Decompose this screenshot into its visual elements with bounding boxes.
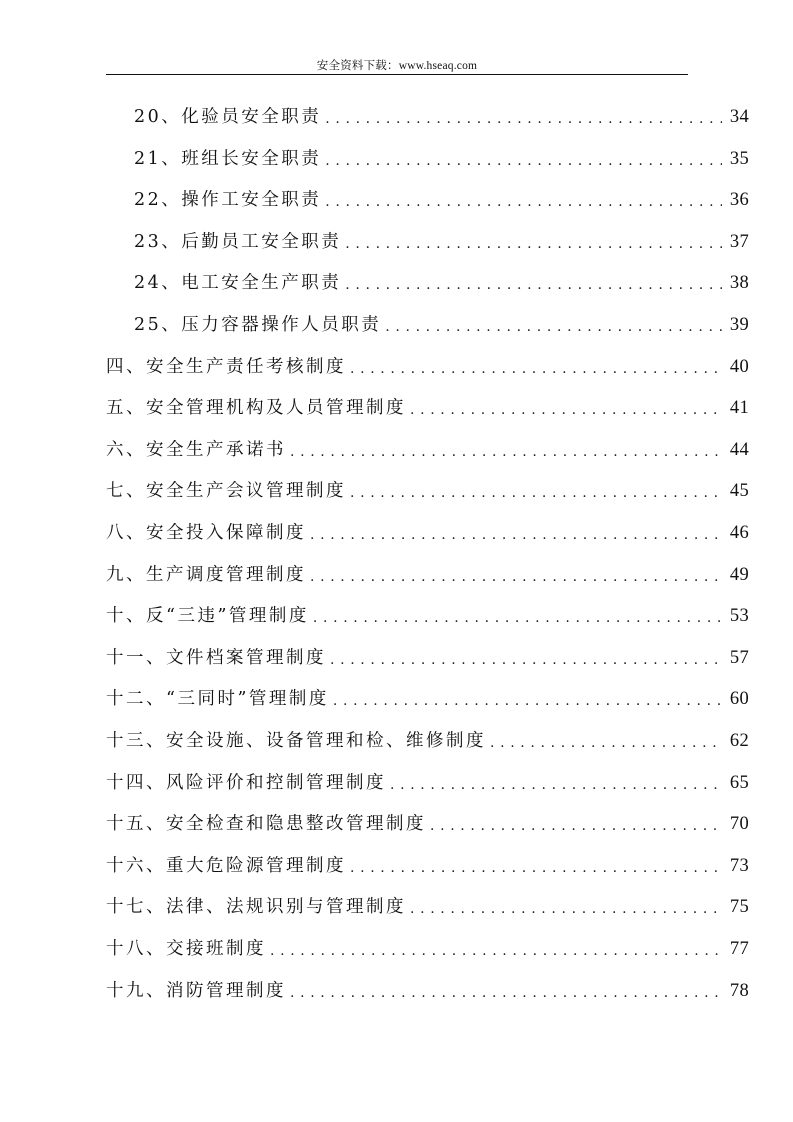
toc-entry[interactable] (106, 479, 749, 503)
toc-dot-leader (350, 483, 722, 503)
toc-entry[interactable] (106, 812, 749, 836)
toc-entry-title: 十五、安全检查和隐患整改管理制度 (106, 814, 426, 835)
toc-entry[interactable] (106, 687, 749, 711)
toc-dot-leader (430, 816, 722, 836)
toc-entry-page-number: 46 (729, 523, 749, 543)
toc-entry-title: 十六、重大危险源管理制度 (106, 855, 346, 876)
toc-entry-title: 五、安全管理机构及人员管理制度 (106, 398, 406, 419)
page-header: 安全资料下载：www.hseaq.com (316, 60, 478, 72)
toc-dot-leader (290, 983, 722, 1003)
toc-entry-page-number: 65 (729, 772, 749, 793)
toc-entry[interactable] (134, 271, 749, 295)
toc-entry-title: 十八、交接班制度 (106, 939, 266, 959)
toc-entry-page-number: 78 (729, 980, 749, 1001)
toc-entry-title: 八、安全投入保障制度 (106, 523, 306, 543)
toc-dot-leader (345, 275, 722, 295)
toc-entry-page-number: 49 (729, 564, 749, 585)
toc-entry-title: 十、反“三违”管理制度 (106, 606, 309, 627)
toc-dot-leader (325, 192, 722, 212)
toc-entry-page-number: 39 (729, 315, 749, 335)
toc-entry[interactable] (106, 854, 749, 878)
toc-entry-page-number: 41 (729, 398, 749, 419)
toc-dot-leader (270, 941, 722, 961)
toc-entry[interactable] (106, 396, 749, 420)
toc-entry[interactable] (106, 355, 749, 379)
toc-entry[interactable] (106, 521, 749, 545)
toc-entry[interactable] (106, 979, 749, 1003)
toc-entry[interactable] (134, 147, 749, 171)
toc-entry-page-number: 57 (729, 647, 749, 668)
toc-dot-leader (345, 234, 722, 254)
toc-entry-page-number: 44 (729, 439, 749, 460)
toc-dot-leader (310, 567, 722, 587)
toc-entry[interactable] (134, 188, 749, 212)
toc-entry-title: 七、安全生产会议管理制度 (106, 481, 346, 502)
toc-entry-title: 20、化验员安全职责 (134, 107, 322, 127)
toc-entry-page-number: 37 (729, 231, 749, 252)
toc-entry-title: 21、班组长安全职责 (134, 148, 322, 169)
toc-entry-title: 十二、“三同时”管理制度 (106, 689, 329, 710)
toc-dot-leader (325, 109, 722, 129)
toc-entry-title: 四、安全生产责任考核制度 (106, 356, 346, 377)
toc-entry-page-number: 77 (729, 939, 749, 959)
toc-entry[interactable] (106, 729, 749, 753)
toc-entry-page-number: 38 (729, 273, 749, 294)
toc-entry[interactable] (106, 604, 749, 628)
toc-entry-title: 六、安全生产承诺书 (106, 439, 286, 460)
toc-entry-title: 十七、法律、法规识别与管理制度 (106, 897, 406, 918)
toc-entry-page-number: 36 (729, 190, 749, 211)
toc-entry[interactable] (134, 313, 749, 337)
toc-entry-title: 十四、风险评价和控制管理制度 (106, 772, 386, 793)
toc-dot-leader (385, 317, 722, 337)
toc-dot-leader (350, 858, 722, 878)
toc-entry-page-number: 70 (729, 814, 749, 835)
toc-entry[interactable] (106, 646, 749, 670)
toc-dot-leader (313, 608, 722, 628)
toc-entry[interactable] (106, 563, 749, 587)
toc-dot-leader (290, 442, 722, 462)
toc-entry-page-number: 62 (729, 731, 749, 751)
toc-dot-leader (390, 775, 722, 795)
toc-entry[interactable] (106, 937, 749, 961)
toc-entry-title: 十三、安全设施、设备管理和检、维修制度 (106, 731, 486, 751)
toc-entry-title: 九、生产调度管理制度 (106, 564, 306, 585)
toc-entry-page-number: 75 (729, 897, 749, 918)
toc-dot-leader (410, 899, 722, 919)
toc-entry-page-number: 60 (729, 689, 749, 710)
toc-entry-page-number: 40 (729, 356, 749, 377)
toc-entry-title: 23、后勤员工安全职责 (134, 231, 342, 252)
toc-entry-page-number: 34 (729, 107, 749, 127)
toc-entry-page-number: 35 (729, 148, 749, 169)
toc-entry[interactable] (106, 895, 749, 919)
toc-entry-title: 25、压力容器操作人员职责 (134, 315, 382, 335)
toc-dot-leader (333, 691, 722, 711)
toc-entry-page-number: 73 (729, 855, 749, 876)
toc-entry-title: 十九、消防管理制度 (106, 980, 286, 1001)
toc-dot-leader (325, 151, 722, 171)
toc-entry-title: 22、操作工安全职责 (134, 190, 322, 211)
toc-dot-leader (350, 359, 722, 379)
toc-entry[interactable] (134, 105, 749, 129)
toc-dot-leader (410, 400, 722, 420)
toc-entry-page-number: 45 (729, 481, 749, 502)
toc-dot-leader (310, 525, 722, 545)
toc-dot-leader (330, 650, 722, 670)
toc-dot-leader (490, 733, 722, 753)
toc-entry-title: 24、电工安全生产职责 (134, 273, 342, 294)
toc-entry[interactable] (134, 230, 749, 254)
toc-entry-page-number: 53 (729, 606, 749, 627)
toc-entry-title: 十一、文件档案管理制度 (106, 647, 326, 668)
toc-entry[interactable] (106, 438, 749, 462)
toc-entry[interactable] (106, 771, 749, 795)
